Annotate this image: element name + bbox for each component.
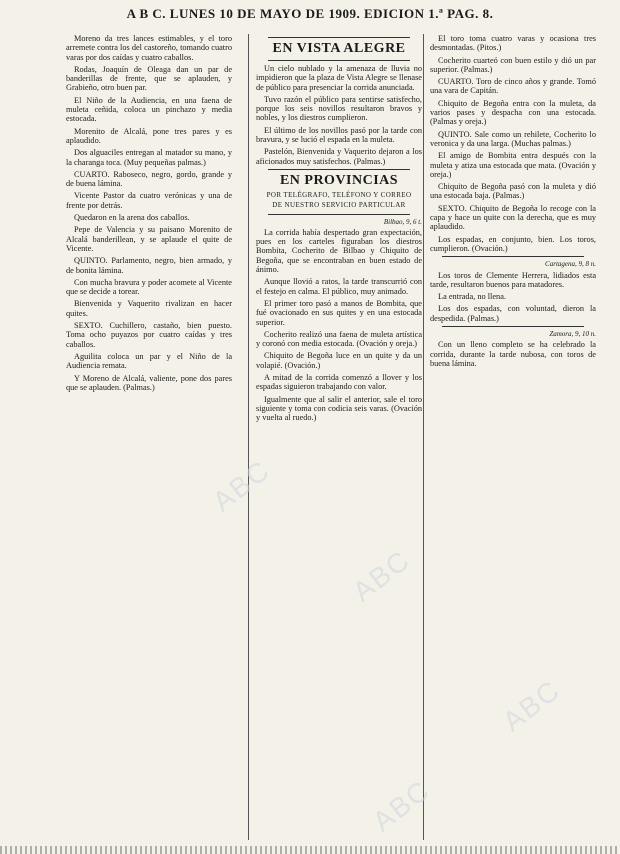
section-rule	[442, 256, 584, 257]
column-3	[430, 34, 596, 834]
article-paragraph: Bienvenida y Vaquerito rivalizan en hacer quites.	[66, 299, 232, 318]
bottom-edge-strip	[0, 846, 620, 854]
section-title-provincias: EN PROVINCIAS	[279, 172, 399, 188]
section-rule	[268, 37, 410, 38]
section-rule	[268, 214, 410, 215]
section-rule	[442, 326, 584, 327]
article-paragraph: El último de los novillos pasó por la tarde con bravura, y se lució el espada en la muleta.	[256, 125, 422, 145]
article-paragraph: Cocherito cuarteó con buen estilo y dió un par superior. (Palmas.)	[430, 55, 596, 74]
section-rule	[268, 169, 410, 170]
article-paragraph: El primer toro pasó a manos de Bombita, que fué ovacionado en sus quites y en una estocada superior.	[256, 298, 422, 327]
section-title-vista-alegre: EN VISTA ALEGRE	[272, 41, 406, 56]
dateline: Zamora, 9, 10 n.	[549, 330, 596, 339]
article-paragraph: Aunque llovió a ratos, la tarde transcurrió con el festejo en calma. El público, muy animado.	[256, 277, 422, 296]
article-paragraph: Quedaron en la arena dos caballos.	[74, 213, 190, 223]
article-paragraph: QUINTO. Parlamento, negro, bien armado, y de bonita lámina.	[66, 256, 232, 275]
article-paragraph: Chiquito de Begoña pasó con la muleta y dió una estocada baja. (Palmas.)	[430, 182, 596, 201]
article-paragraph: Los toros de Clemente Herrera, lidiados esta tarde, resultaron buenos para matadores.	[430, 270, 596, 289]
article-paragraph: Con un lleno completo se ha celebrado la corrida, durante la tarde nubosa, con toros de buena lámina.	[430, 340, 596, 368]
article-paragraph: Igualmente que al salir el anterior, sale el toro siguiente y toma con codicia seis varas. (Ovación y vuelta al ruedo.)	[256, 394, 422, 423]
article-paragraph: Un cielo nublado y la amenaza de lluvia no impidieron que la plaza de Vista Alegre se llenase de público para presenciar la corrida anunciada.	[256, 64, 422, 92]
section-subtitle: POR TELÉGRAFO, TELÉFONO Y CORREO	[266, 190, 412, 199]
watermark: ABC	[346, 543, 417, 608]
article-paragraph: QUINTO. Sale como un rehilete, Cocherito lo veronica y da una larga. (Muchas palmas.)	[430, 129, 596, 148]
article-paragraph: Moreno da tres lances estimables, y el toro arremete contra los del castoreño, tomando cuatro varas por dos caídas y cuatro caballos.	[66, 34, 232, 62]
article-paragraph: La corrida había despertado gran expectación, pues en los carteles figuraban los diestros Bombita, Cocherito de Bilbao y Chiquito de Begoña, que se encontraban en buen estado de ánimo.	[256, 227, 422, 275]
watermark: ABC	[366, 773, 437, 838]
article-paragraph: El Niño de la Audiencia, en una faena de muleta ceñida, coloca un pinchazo y media estocada.	[66, 95, 232, 124]
article-paragraph: Y Moreno de Alcalá, valiente, pone dos pares que se aplauden. (Palmas.)	[66, 373, 232, 392]
article-paragraph: Chiquito de Begoña luce en un quite y da un volapié. (Ovación.)	[256, 351, 422, 370]
article-paragraph: Aguilita coloca un par y el Niño de la Audiencia remata.	[66, 351, 232, 371]
article-paragraph: El toro toma cuatro varas y ocasiona tres desmontadas. (Pitos.)	[430, 34, 596, 53]
article-paragraph: Tuvo razón el público para sentirse satisfecho, porque los seis novillos resultaron bravos y nobles, y los diestros cumplieron.	[256, 94, 422, 123]
article-paragraph: CUARTO. Toro de cinco años y grande. Tomó una vara de Capitán.	[430, 77, 596, 96]
dateline: Cartagena, 9, 8 n.	[545, 260, 596, 269]
column-divider	[423, 34, 424, 840]
article-paragraph: SEXTO. Chiquito de Begoña lo recoge con la capa y hace un quite con la derecha, que es muy aplaudido.	[430, 203, 596, 232]
article-paragraph: Morenito de Alcalá, pone tres pares y es aplaudido.	[66, 126, 232, 145]
article-paragraph: CUARTO. Raboseco, negro, gordo, grande y de buena lámina.	[66, 169, 232, 189]
article-paragraph: Rodas, Joaquín de Oleaga dan un par de banderillas de frente, que se aplauden, y Grabieño, otro buen par.	[66, 64, 232, 93]
watermark: ABC	[496, 673, 567, 738]
article-paragraph: SEXTO. Cuchillero, castaño, bien puesto. Toma ocho puyazos por cuatro caídas y tres caballos.	[66, 321, 232, 349]
article-paragraph: A mitad de la corrida comenzó a llover y los espadas siguieron trabajando con valor.	[256, 373, 422, 392]
article-paragraph: Los dos espadas, con voluntad, dieron la despedida. (Palmas.)	[430, 304, 596, 323]
article-paragraph: Con mucha bravura y poder acomete al Vicente que se decide a torear.	[66, 277, 232, 297]
article-paragraph: Chiquito de Begoña entra con la muleta, da varios pases y despacha con una estocada. (Palmas y oreja.)	[430, 98, 596, 127]
dateline: Bilbao, 9, 6 t.	[383, 217, 422, 226]
column-2	[256, 34, 422, 834]
section-subtitle: DE NUESTRO SERVICIO PARTICULAR	[272, 201, 406, 210]
section-rule	[268, 60, 410, 61]
article-paragraph: Pepe de Valencia y su paisano Morenito de Alcalá banderillean, y se aplaude el quite de Vicente.	[66, 225, 232, 253]
article-paragraph: Cocherito realizó una faena de muleta artística y coronó con media estocada. (Ovación y oreja.)	[256, 329, 422, 349]
article-paragraph: La entrada, no llena.	[438, 292, 506, 302]
article-paragraph: Vicente Pastor da cuatro verónicas y una de frente por detrás.	[66, 191, 232, 210]
watermark: ABC	[206, 453, 277, 518]
article-paragraph: Pastelón, Bienvenida y Vaquerito dejaron a los aficionados muy satisfechos. (Palmas.)	[256, 147, 422, 166]
page-header: A B C. LUNES 10 DE MAYO DE 1909. EDICION 1.ª PAG. 8.	[126, 6, 494, 21]
article-paragraph: Los espadas, en conjunto, bien. Los toros, cumplieron. (Ovación.)	[430, 234, 596, 253]
article-paragraph: Dos alguaciles entregan al matador su mano, y la charanga toca. (Muy pequeñas palmas.)	[66, 148, 232, 167]
column-divider	[248, 34, 249, 840]
article-paragraph: El amigo de Bombita entra después con la muleta y atiza una estocada que mata. (Ovación y oreja.)	[430, 151, 596, 179]
column-1	[66, 34, 232, 834]
